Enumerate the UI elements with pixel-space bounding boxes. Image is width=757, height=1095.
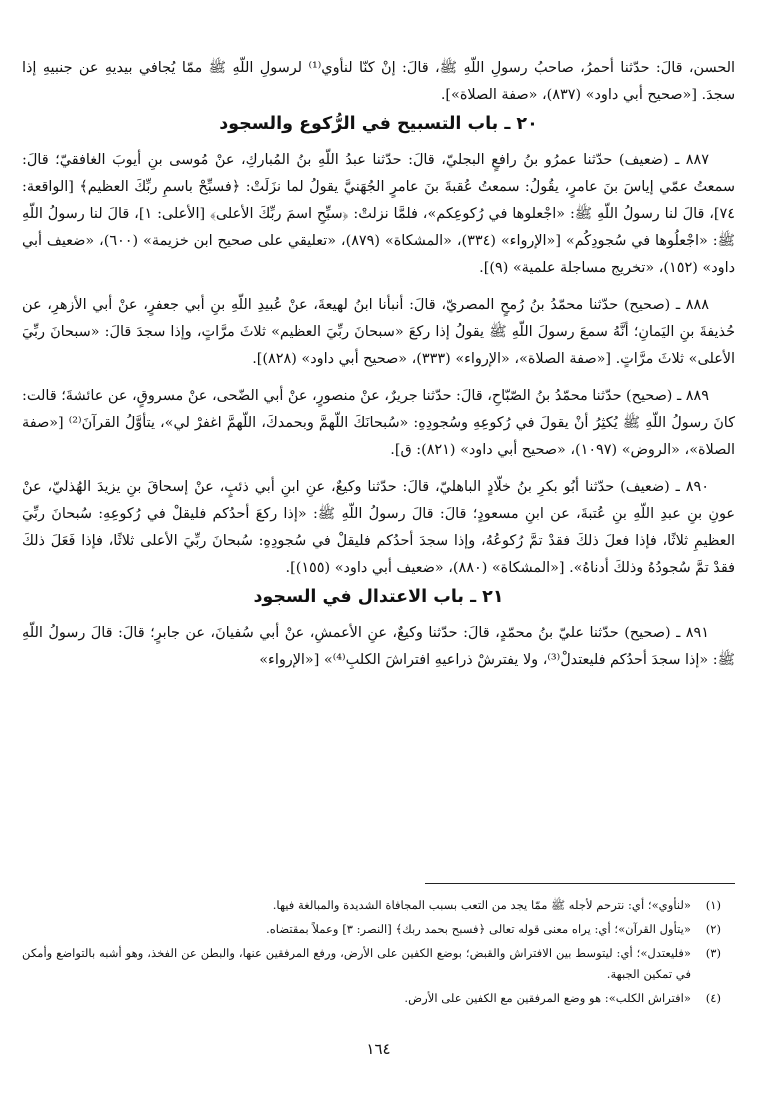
footnote-text: «افتراش الكلب»: هو وضع المرفقين مع الكفين على الأرض. [404,991,691,1005]
footnotes [22,895,735,1012]
hadith-889: ٨٨٩ ـ (صحيح) حدّثنا محمّدُ بنُ الصّبّاحِ، قالَ: حدّثنا جريرٌ، عنْ منصورٍ، عنْ أبي الضّحى، عنْ مسروقٍ، عن عائشةَ؛ قالت: كانَ رسولُ اللّهِ ﷺ يُكثِرُ أنْ يقولَ في رُكوعِهِ وسُجودِهِ: «سُبحانَكَ اللّهمَّ وبحمدكَ، اللّهمَّ اغفرْ لي»، يتأوَّلُ القرآنَ⁽²⁾ [«صفة الصلاة»، «الروض» (١٠٩٧)، «صحيح أبي داود» (٨٢١): ق]. [22,388,735,458]
page-number: ١٦٤ [366,1040,391,1058]
footnote-text: «فليعتدل»؛ أي: ليتوسط بين الافتراش والقبض؛ بوضع الكفين على الأرض، ورفع المرفقين عنها، والبطن عن الفخذ، وهو أشبه بالتواضع وأمكن في تمكين الجبهة. [22,946,691,981]
footnote-item [22,943,735,985]
footnote-number: (٤) [705,991,721,1005]
footnote-item [22,919,735,940]
intro-paragraph: الحسن، قالَ: حدّثنا أحمرُ، صاحبُ رسولِ اللّهِ ﷺ، قالَ: إنْ كنّا لنأوي⁽¹⁾ لرسولِ اللّهِ ﷺ ممّا يُجافي بيديهِ عن جنبيهِ إذا سجدَ. [«صحيح أبي داود» (٨٣٧)، «صفة الصلاة»]. [22,60,735,103]
footnote-number: (١) [705,898,721,912]
hadith-887: ٨٨٧ ـ (ضعيف) حدّثنا عمرُو بنُ رافعٍ البجليّ، قالَ: حدّثنا عبدُ اللّهِ بنُ المُباركِ، عنْ مُوسى بنِ أيوبَ الغافقيّ؛ قالَ: سمعتُ عمّي إياسَ بنَ عامرٍ، يقُولُ: سمعتُ عُقبةَ بنَ عامرٍ الجُهَنيَّ يقولُ لما نزَلَتْ: ﴿فسبِّحْ باسمِ ربِّكَ العظيم﴾ [الواقعة: ٧٤]، قالَ لنا رسولُ اللّهِ ﷺ: «اجْعلوها في رُكوعِكم»، فلمَّا نزلتْ: ﴿سبِّحِ اسمَ ربِّكَ الأعلى﴾ [الأعلى: ١]، قالَ لنا رسولُ اللّهِ ﷺ: «اجْعلُوها في سُجودِكُم» [«الإرواء» (٣٣٤)، «المشكاة» (٨٧٩)، «تعليقي على صحيح ابن خزيمة» (٦٠٠)، «ضعيف أبي داود» (١٥٢)، «تخريج مساجلة علمية» (٩)]. [22,152,736,276]
chapter-heading-21: ٢١ ـ باب الاعتدال في السجود [253,587,504,607]
footnote-number: (٣) [705,946,721,960]
page-body [22,55,735,674]
footnote-text: «لنأوي»؛ أي: نترحم لأجله ﷺ ممّا يجد من التعب بسبب المجافاة الشديدة والمبالغة فيها. [272,898,691,912]
hadith-890: ٨٩٠ ـ (ضعيف) حدّثنا أبُو بكرِ بنُ خلّادٍ الباهليّ، قالَ: حدّثنا وكيعٌ، عنِ ابنِ أبي ذئبٍ، عنْ إسحاقَ بنِ يزيدَ الهُذليّ، عنْ عونِ بنِ عبدِ اللّهِ بنِ عُتبةَ، عن ابنِ مسعودٍ؛ قالَ: قالَ رسولُ اللّهِ ﷺ: «إذا ركعَ أحدُكم فليقلْ في رُكوعِهِ: سُبحانَ ربِّيَ العظيمِ ثلاثًا، فإذا فعلَ ذلكَ فقدْ تمَّ رُكوعُهُ، وإذا سجدَ أحدُكم فليقلْ في سُجودِهِ: سُبحانَ ربِّيَ الأعلى ثلاثًا، فإذا فَعَلَ ذلكَ فقدْ تمَّ سُجودُهُ وذلكَ أدناهُ». [«المشكاة» (٨٨٠)، «ضعيف أبي داود» (١٥٥)]. [22,479,735,576]
footnote-text: «يتأول القرآن»؛ أي: يراه معنى قوله تعالى ﴿فسبح بحمد ربك﴾ [النصر: ٣] وعملاً بمقتضاه. [266,922,691,936]
footnote-divider [425,883,735,884]
hadith-888: ٨٨٨ ـ (صحيح) حدّثنا محمّدُ بنُ رُمحٍ المصريّ، قالَ: أنبأنا ابنُ لهيعةَ، عنْ عُبيدِ اللّهِ بنِ أبي جعفرٍ، عنْ أبي الأزهرِ، عن حُذيفةَ بنِ اليَمانِ؛ أنَّهُ سمعَ رسولَ اللّهِ ﷺ يقولُ إذا ركعَ «سبحانَ ربِّيَ العظيم» ثلاثَ مرَّاتٍ، وإذا سجدَ قالَ: «سبحانَ ربِّيَ الأعلى» ثلاثَ مرَّاتٍ. [«صفة الصلاة»، «الإرواء» (٣٣٣)، «صحيح أبي داود» (٨٢٨)]. [22,297,735,367]
footnote-number: (٢) [705,922,721,936]
footnote-item [22,895,735,916]
hadith-891: ٨٩١ ـ (صحيح) حدّثنا عليّ بنُ محمّدٍ، قالَ: حدّثنا وكيعٌ، عنِ الأعمشِ، عنْ أبي سُفيانَ، عن جابرٍ؛ قالَ: قالَ رسولُ اللّهِ ﷺ: «إذا سجدَ أحدُكم فليعتدلْ⁽³⁾، ولا يفترشْ ذراعيهِ افتراشَ الكلبِ⁽⁴⁾» [«الإرواء» [22,625,735,668]
footnote-item [22,988,735,1009]
chapter-heading-20: ٢٠ ـ باب التسبيح في الرُّكوع والسجود [219,114,538,134]
